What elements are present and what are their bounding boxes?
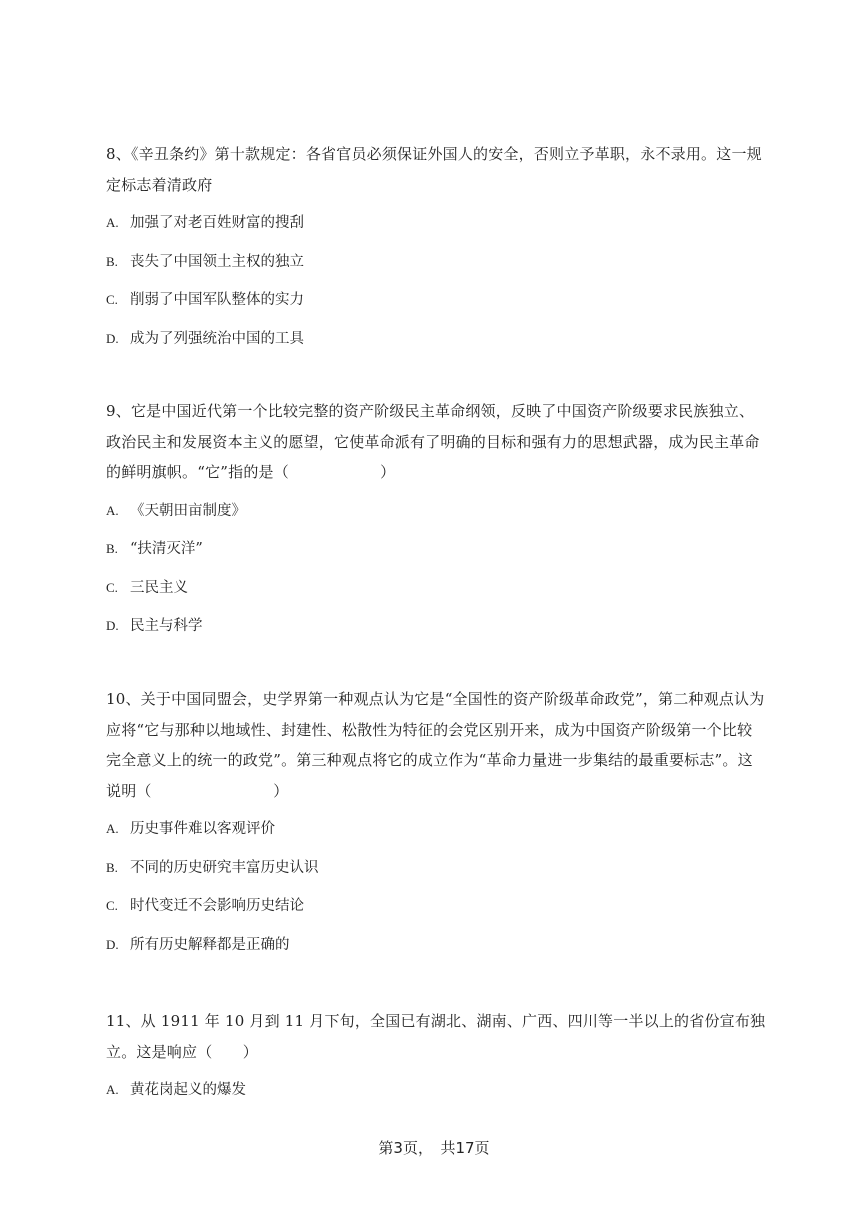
option-d[interactable] bbox=[106, 329, 766, 349]
option-text: 历史事件难以客观评价 bbox=[130, 821, 275, 837]
option-text: 削弱了中国军队整体的实力 bbox=[130, 292, 304, 308]
page-number-footer: 第3页， 共17页 bbox=[378, 1139, 490, 1157]
option-a[interactable] bbox=[106, 819, 766, 839]
question-stem: 9、它是中国近代第一个比较完整的资产阶级民主革命纲领，反映了中国资产阶级要求民族独立、政治民主和发展资本主义的愿望，它使革命派有了明确的目标和强有力的思想武器，成为民主革命的鲜明旗帜。“它”指的是（ ） bbox=[106, 402, 760, 481]
option-text: 民主与科学 bbox=[130, 618, 203, 634]
option-letter: A. bbox=[106, 821, 119, 836]
option-letter: D. bbox=[106, 936, 119, 952]
option-letter: A. bbox=[106, 215, 119, 230]
option-d[interactable] bbox=[106, 935, 766, 955]
question-stem: 11、从 1911 年 10 月到 11 月下旬，全国已有湖北、湖南、广西、四川等一半以上的省份宣布独立。这是响应（ ） bbox=[106, 1012, 766, 1061]
option-c[interactable] bbox=[106, 896, 766, 916]
option-a[interactable] bbox=[106, 1080, 766, 1100]
option-letter: D. bbox=[106, 618, 119, 633]
option-letter: C. bbox=[106, 579, 118, 595]
option-text: 所有历史解释都是正确的 bbox=[130, 936, 290, 953]
option-b[interactable] bbox=[106, 539, 766, 559]
option-c[interactable] bbox=[106, 290, 766, 310]
question-stem: 10、关于中国同盟会，史学界第一种观点认为它是“全国性的资产阶级革命政党”，第二种观点认为应将“它与那种以地域性、封建性、松散性为特征的会党区别开来，成为中国资产阶级第一个比较完全意义上的统一的政党”。第三种观点将它的成立作为“革命力量进一步集结的最重要标志”。这说明（ ） bbox=[106, 690, 765, 800]
option-text: 加强了对老百姓财富的搜刮 bbox=[130, 215, 304, 231]
option-letter: D. bbox=[106, 330, 119, 346]
option-b[interactable] bbox=[106, 858, 766, 878]
question-10 bbox=[106, 684, 766, 973]
option-text: “扶清灭洋” bbox=[130, 541, 203, 557]
option-text: 时代变迁不会影响历史结论 bbox=[130, 898, 304, 914]
option-a[interactable] bbox=[106, 501, 766, 521]
option-text: 《天朝田亩制度》 bbox=[130, 502, 246, 519]
option-letter: A. bbox=[106, 502, 119, 518]
question-9 bbox=[106, 396, 766, 655]
option-b[interactable] bbox=[106, 252, 766, 272]
option-letter: C. bbox=[106, 292, 118, 307]
option-a[interactable] bbox=[106, 213, 766, 233]
option-d[interactable] bbox=[106, 616, 766, 636]
question-8 bbox=[106, 139, 766, 367]
option-text: 不同的历史研究丰富历史认识 bbox=[130, 859, 319, 876]
option-text: 成为了列强统治中国的工具 bbox=[130, 330, 304, 347]
option-letter: B. bbox=[106, 859, 118, 875]
option-c[interactable] bbox=[106, 578, 766, 598]
question-11 bbox=[106, 1006, 766, 1119]
option-letter: A. bbox=[106, 1082, 119, 1097]
option-text: 丧失了中国领土主权的独立 bbox=[130, 253, 304, 270]
question-stem: 8、《辛丑条约》第十款规定：各省官员必须保证外国人的安全，否则立予革职，永不录用。这一规定标志着清政府 bbox=[106, 145, 762, 194]
option-text: 三民主义 bbox=[130, 579, 188, 596]
option-letter: C. bbox=[106, 898, 118, 913]
option-letter: B. bbox=[106, 253, 118, 269]
option-letter: B. bbox=[106, 541, 118, 556]
option-text: 黄花岗起义的爆发 bbox=[130, 1082, 246, 1098]
